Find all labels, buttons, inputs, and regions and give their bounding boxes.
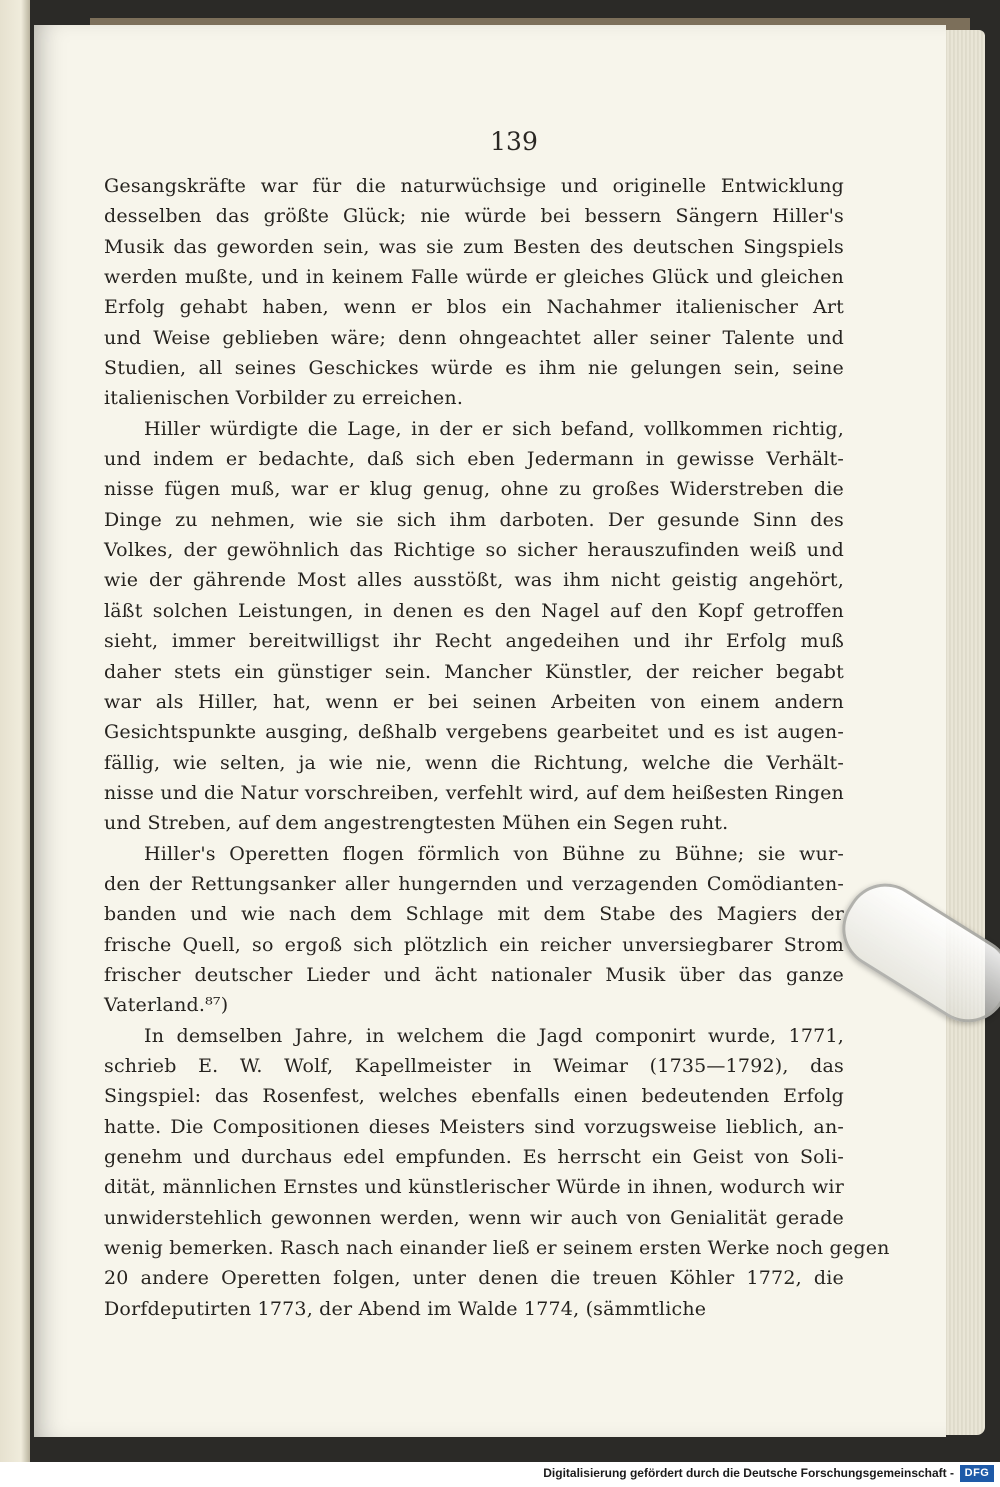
text-line: Dorfdeputirten 1773, der Abend im Walde 1774, (sämmtliche (104, 1297, 707, 1320)
text-line: fällig, wie selten, ja wie nie, wenn die Richtung, welche die Verhält- (104, 751, 844, 774)
text-line: Studien, all seines Geschickes würde es ihm nie gelungen sein, seine (104, 357, 844, 380)
text-line: war als Hiller, hat, wenn er bei seinen Arbeiten von einem andern (104, 690, 844, 713)
text-line: frischer deutscher Lieder und ächt nationaler Musik über das ganze (104, 963, 844, 986)
funding-credit: Digitalisierung gefördert durch die Deutsche Forschungsgemeinschaft - (543, 1466, 954, 1480)
text-line: In demselben Jahre, in welchem die Jagd componirt wurde, 1771, (144, 1024, 844, 1047)
text-line: Gesichtspunkte ausging, deßhalb vergebens gearbeitet und es ist augen- (104, 721, 844, 744)
text-line: genehm und durchaus edel empfunden. Es herrscht ein Geist von Soli- (104, 1146, 844, 1168)
text-line: dität, männlichen Ernstes und künstlerischer Würde in ihnen, wodurch wir (104, 1176, 844, 1199)
footer-bar (0, 1462, 1000, 1487)
text-line: frische Quell, so ergoß sich plötzlich ein reicher unversiegbarer Strom (104, 933, 844, 956)
text-line: Volkes, der gewöhnlich das Richtige so sicher herauszufinden weiß und (104, 539, 844, 562)
page-number: 139 (490, 127, 538, 156)
text-line: sieht, immer bereitwilligst ihr Recht angedeihen und ihr Erfolg muß (104, 630, 844, 653)
book-page (34, 25, 946, 1437)
text-line: Musik das geworden sein, was sie zum Besten des deutschen Singspiels (104, 235, 844, 258)
dfg-logo: DFG (960, 1465, 994, 1482)
text-line: und Streben, auf dem angestrengtesten Mühen ein Segen ruht. (104, 812, 729, 835)
text-line: Gesangskräfte war für die naturwüchsige und originelle Entwicklung (104, 175, 844, 197)
left-page-edge (0, 0, 30, 1462)
text-line: Erfolg gehabt haben, wenn er blos ein Nachahmer italienischer Art (104, 296, 844, 319)
text-line: wenig bemerken. Rasch nach einander ließ er seinem ersten Werke noch gegen (104, 1237, 890, 1260)
text-line: und indem er bedachte, daß sich eben Jedermann in gewisse Verhält- (104, 448, 844, 471)
text-line: banden und wie nach dem Schlage mit dem Stabe des Magiers der (104, 903, 844, 926)
text-line: desselben das größte Glück; nie würde bei bessern Sängern Hiller's (104, 205, 844, 228)
text-line: Vaterland.⁸⁷) (104, 994, 229, 1017)
text-line: wie der gährende Most alles ausstößt, was ihm nicht geistig angehört, (104, 569, 844, 592)
text-line: 20 andere Operetten folgen, unter denen die treuen Köhler 1772, die (104, 1267, 844, 1290)
page-body-text (104, 171, 890, 1324)
text-line: nisse fügen muß, war er klug genug, ohne zu großes Widerstreben die (104, 478, 844, 501)
text-line: den der Rettungsanker aller hungernden und verzagenden Comödianten- (104, 872, 844, 895)
text-line: hatte. Die Compositionen dieses Meisters sind vorzugsweise lieblich, an- (104, 1115, 844, 1138)
text-line: unwiderstehlich gewonnen werden, wenn wir auch von Genialität gerade (104, 1206, 844, 1229)
text-line: nisse und die Natur vorschreiben, verfehlt wird, auf dem heißesten Ringen (104, 781, 844, 804)
text-line: schrieb E. W. Wolf, Kapellmeister in Weimar (1735—1792), das (104, 1054, 844, 1077)
text-line: werden mußte, und in keinem Falle würde er gleiches Glück und gleichen (104, 266, 844, 289)
text-line: Hiller würdigte die Lage, in der er sich befand, vollkommen richtig, (144, 417, 844, 440)
text-line: Dinge zu nehmen, wie sie sich ihm darboten. Der gesunde Sinn des (104, 508, 844, 531)
text-line: Singspiel: das Rosenfest, welches ebenfalls einen bedeutenden Erfolg (104, 1085, 844, 1108)
text-line: italienischen Vorbilder zu erreichen. (104, 387, 464, 410)
text-line: daher stets ein günstiger sein. Mancher Künstler, der reicher begabt (104, 660, 844, 683)
text-line: und Weise geblieben wäre; denn ohngeachtet aller seiner Talente und (104, 326, 844, 349)
text-line: läßt solchen Leistungen, in denen es den Nagel auf den Kopf getroffen (104, 599, 844, 622)
text-line: Hiller's Operetten flogen förmlich von Bühne zu Bühne; sie wur- (144, 842, 844, 865)
